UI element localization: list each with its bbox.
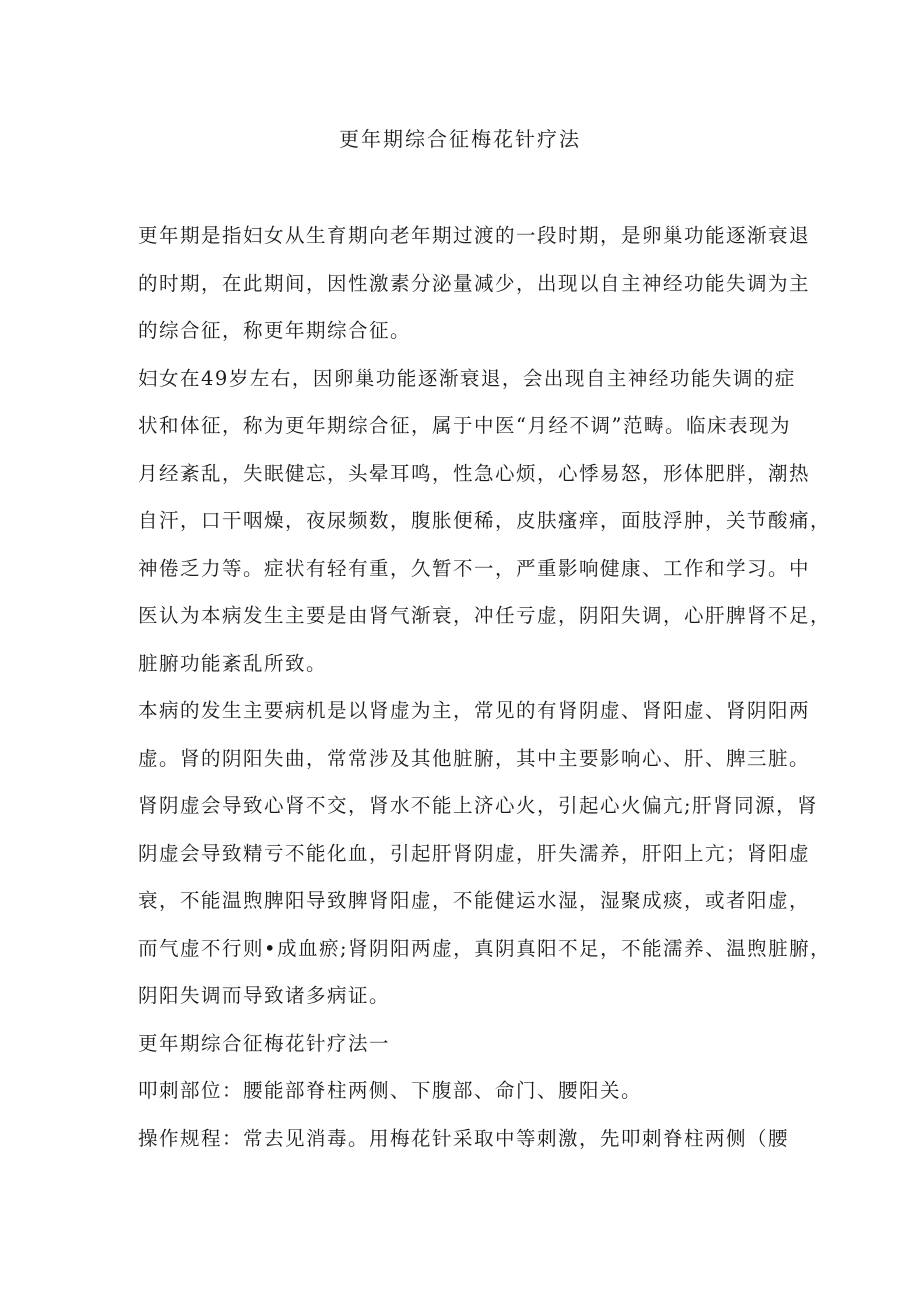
text-line: 神倦乏力等。症状有轻有重，久暂不一，严重影响健康、工作和学习。中 <box>138 556 811 580</box>
text-line: 状和体征，称为更年期综合征，属于中医“月经不调”范畴。临床表现为 <box>138 414 791 437</box>
text-line: 医认为本病发生主要是由肾气渐衰，冲任亏虚，阴阳失调，心肝脾肾不足， <box>138 604 832 627</box>
paragraph-pathogenesis <box>138 687 832 1020</box>
document-body <box>138 212 832 1162</box>
text-line: 阴阳失调而导致诸多病证。 <box>138 984 391 1007</box>
text-line: 更年期是指妇女从生育期向老年期过渡的一段时期，是卵巢功能逐渐衰退 <box>138 224 811 247</box>
paragraph-definition <box>138 212 811 355</box>
text-line: 更年期综合征梅花针疗法一 <box>138 1031 391 1055</box>
text-line: 而气虚不行则•成血瘀;肾阴阳两虚，真阴真阳不足，不能濡养、温煦脏腑， <box>138 936 832 960</box>
paragraph-procedure <box>138 1115 798 1163</box>
document-title: 更年期综合征梅花针疗法 <box>339 127 581 151</box>
text-line: 脏腑功能紊乱所致。 <box>138 651 328 675</box>
text-line: 的综合征，称更年期综合征。 <box>138 319 412 342</box>
text-line: 妇女在49岁左右，因卵巢功能逐渐衰退，会出现自主神经功能失调的症 <box>138 366 796 390</box>
section-heading-method-one <box>138 1020 798 1068</box>
text-line: 衰，不能温煦脾阳导致脾肾阳虚，不能健运水湿，湿聚成痰，或者阳虚， <box>138 889 811 912</box>
paragraph-tapping-sites <box>138 1067 798 1115</box>
text-line: 的时期，在此期间，因性激素分泌量减少，出现以自主神经功能失调为主 <box>138 271 811 295</box>
text-line: 操作规程：常去见消毒。用梅花针采取中等刺激，先叩刺脊柱两侧（腰 <box>138 1126 790 1150</box>
text-line: 叩刺部位：腰能部脊柱两侧、下腹部、命门、腰阳关。 <box>138 1079 643 1102</box>
text-line: 自汗，口干咽燥，夜尿频数，腹胀便稀，皮肤瘙痒，面肢浮肿，关节酸痛， <box>138 509 832 532</box>
text-line: 虚。肾的阴阳失曲，常常涉及其他脏腑，其中主要影响心、肝、脾三脏。 <box>138 746 811 770</box>
text-line: 本病的发生主要病机是以肾虚为主，常见的有肾阴虚、肾阳虚、肾阴阳两 <box>138 699 811 722</box>
text-line: 肾阴虚会导致心肾不交，肾水不能上济心火，引起心火偏亢;肝肾同源，肾 <box>138 794 819 817</box>
text-line: 阴虚会导致精亏不能化血，引起肝肾阴虚，肝失濡养，肝阳上亢；肾阳虚 <box>138 841 811 865</box>
text-line: 月经紊乱，失眠健忘，头晕耳鸣，性急心烦，心悸易怒，形体肥胖，潮热 <box>138 461 811 485</box>
paragraph-symptoms <box>138 355 832 688</box>
